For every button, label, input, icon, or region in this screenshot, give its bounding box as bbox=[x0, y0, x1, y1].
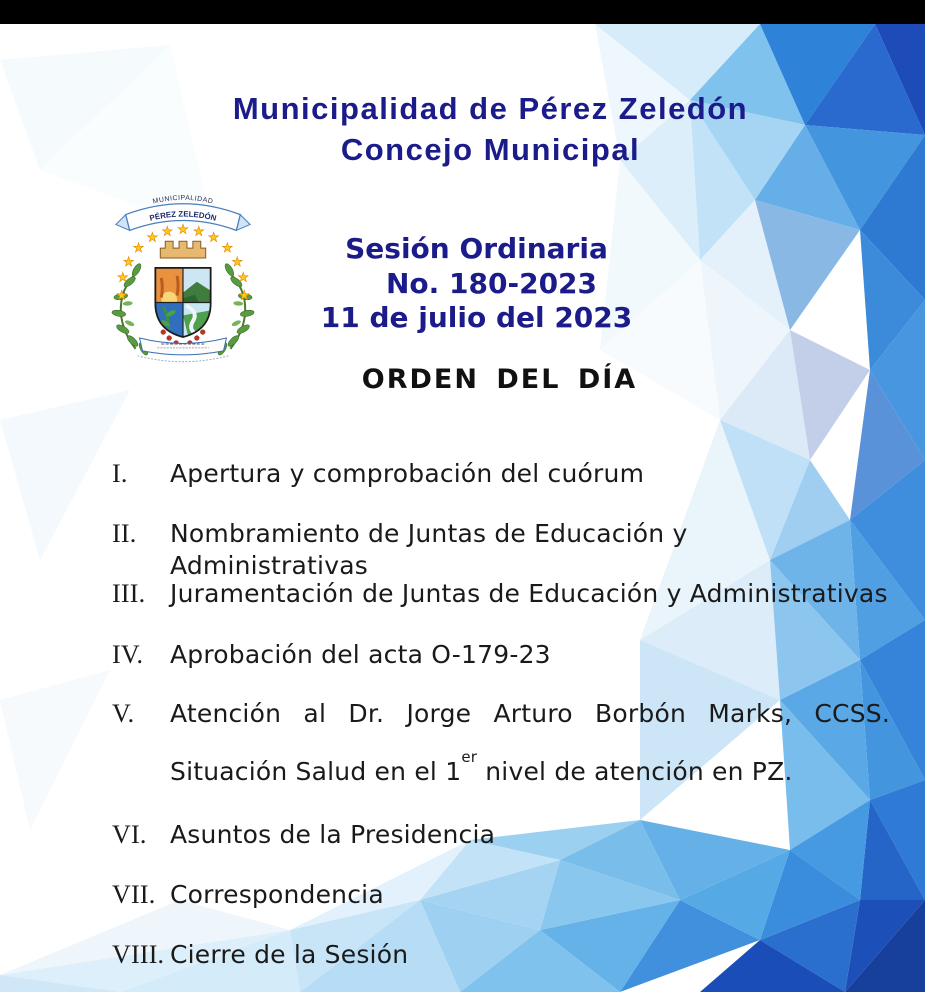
agenda-item-text bbox=[170, 698, 890, 788]
agenda-item-text: Aprobación del acta O-179-23 bbox=[170, 640, 551, 669]
session-info bbox=[14, 232, 925, 336]
agenda-item-text: Apertura y comprobación del cuórum bbox=[170, 459, 645, 488]
svg-text:★: ★ bbox=[116, 288, 128, 304]
agenda-heading: ORDEN DEL DÍA bbox=[361, 364, 638, 395]
agenda-item bbox=[112, 819, 890, 851]
document-header bbox=[28, 88, 925, 170]
agenda-item-numeral: IV. bbox=[112, 640, 144, 669]
page-title-line2: Concejo Municipal bbox=[340, 132, 641, 167]
agenda-item bbox=[112, 939, 890, 971]
agenda-item-numeral: II. bbox=[112, 519, 137, 548]
agenda-item-text: Asuntos de la Presidencia bbox=[170, 820, 496, 849]
session-date: 11 de julio del 2023 bbox=[320, 301, 633, 334]
agenda-item bbox=[112, 578, 890, 610]
agenda-item-text: Cierre de la Sesión bbox=[170, 940, 409, 969]
agenda-item-text: Correspondencia bbox=[170, 880, 384, 909]
agenda-item bbox=[112, 639, 890, 671]
ordinal-superscript: er bbox=[461, 747, 478, 766]
svg-text:★: ★ bbox=[237, 270, 249, 286]
session-type: Sesión Ordinaria bbox=[345, 232, 608, 265]
agenda-item bbox=[112, 518, 890, 582]
agenda-item-line1: Atención al Dr. Jorge Arturo Borbón Marks, CCSS. bbox=[170, 699, 890, 728]
agenda-item-text: Juramentación de Juntas de Educación y Administrativas bbox=[170, 579, 888, 608]
logo-arc-text: MUNICIPALIDAD bbox=[152, 194, 214, 206]
agenda-item-numeral: V. bbox=[112, 699, 135, 728]
svg-text:★: ★ bbox=[177, 222, 189, 238]
svg-text:★: ★ bbox=[193, 224, 205, 240]
logo-bottom-ribbon bbox=[138, 338, 229, 362]
svg-text:★: ★ bbox=[221, 241, 234, 257]
agenda-item-numeral: VIII. bbox=[112, 940, 165, 969]
page-title-line1: Municipalidad de Pérez Zeledón bbox=[232, 91, 749, 126]
session-number: No. 180-2023 bbox=[385, 266, 598, 300]
svg-text:★: ★ bbox=[132, 241, 145, 257]
agenda-item-numeral: VII. bbox=[112, 880, 156, 909]
agenda-item-numeral: I. bbox=[112, 459, 128, 488]
logo-ribbon-text: PÉREZ ZELEDÓN bbox=[148, 209, 218, 223]
svg-text:★: ★ bbox=[146, 230, 159, 246]
agenda-item-numeral: VI. bbox=[112, 820, 147, 849]
svg-text:★: ★ bbox=[122, 254, 135, 270]
agenda-item bbox=[112, 698, 890, 788]
svg-text:★: ★ bbox=[117, 270, 129, 286]
agenda-item bbox=[112, 879, 890, 911]
agenda-item-line2: Situación Salud en el 1er nivel de atención en PZ. bbox=[170, 747, 793, 786]
top-black-bar bbox=[0, 0, 925, 24]
svg-text:★: ★ bbox=[238, 288, 250, 304]
agenda-item-text: Nombramiento de Juntas de Educación y Administrativas bbox=[170, 519, 688, 580]
svg-text:★: ★ bbox=[207, 230, 220, 246]
svg-text:★: ★ bbox=[161, 224, 173, 240]
svg-text:★: ★ bbox=[231, 254, 244, 270]
agenda-item bbox=[112, 458, 890, 490]
agenda-item-numeral: III. bbox=[112, 579, 146, 608]
